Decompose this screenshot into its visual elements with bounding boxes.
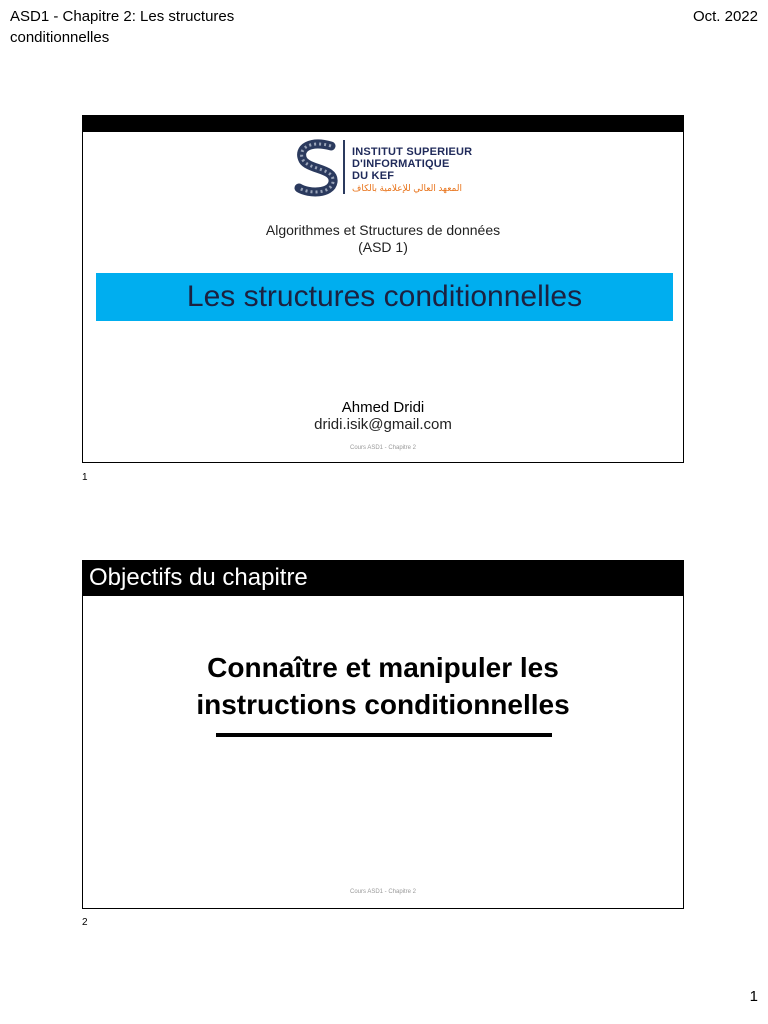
- institute-name: INSTITUT SUPERIEUR D'INFORMATIQUE DU KEF: [352, 146, 473, 182]
- institute-name-arabic: المعهد العالي للإعلامية بالكاف: [352, 183, 462, 193]
- slide-title: Objectifs du chapitre: [83, 561, 683, 596]
- slide-top-bar: [83, 116, 683, 132]
- slide-objective: Connaître et manipuler les instructions conditionnelles: [196, 652, 570, 720]
- author-email: dridi.isik@gmail.com: [314, 416, 452, 433]
- slide-footer: Cours ASD1 - Chapitre 2: [349, 445, 417, 451]
- slide-number: 2: [82, 917, 88, 928]
- page-number: 1: [749, 988, 758, 1005]
- slide-footer: Cours ASD1 - Chapitre 2: [349, 889, 417, 895]
- slide-1: [82, 115, 684, 463]
- institute-s-logo-icon: [291, 138, 347, 198]
- slide-2: [82, 560, 684, 909]
- document-header-title: ASD1 - Chapitre 2: Les structures conditionnelles: [10, 8, 235, 46]
- slide-number: 1: [82, 472, 88, 483]
- heading-underline: [216, 733, 552, 737]
- document-header-date: Oct. 2022: [692, 8, 758, 25]
- institute-logo: [291, 138, 491, 198]
- author-name: Ahmed Dridi: [341, 399, 425, 416]
- slide-title-banner: Les structures conditionnelles: [96, 273, 673, 321]
- course-subtitle: Algorithmes et Structures de données (ASD 1): [265, 222, 501, 255]
